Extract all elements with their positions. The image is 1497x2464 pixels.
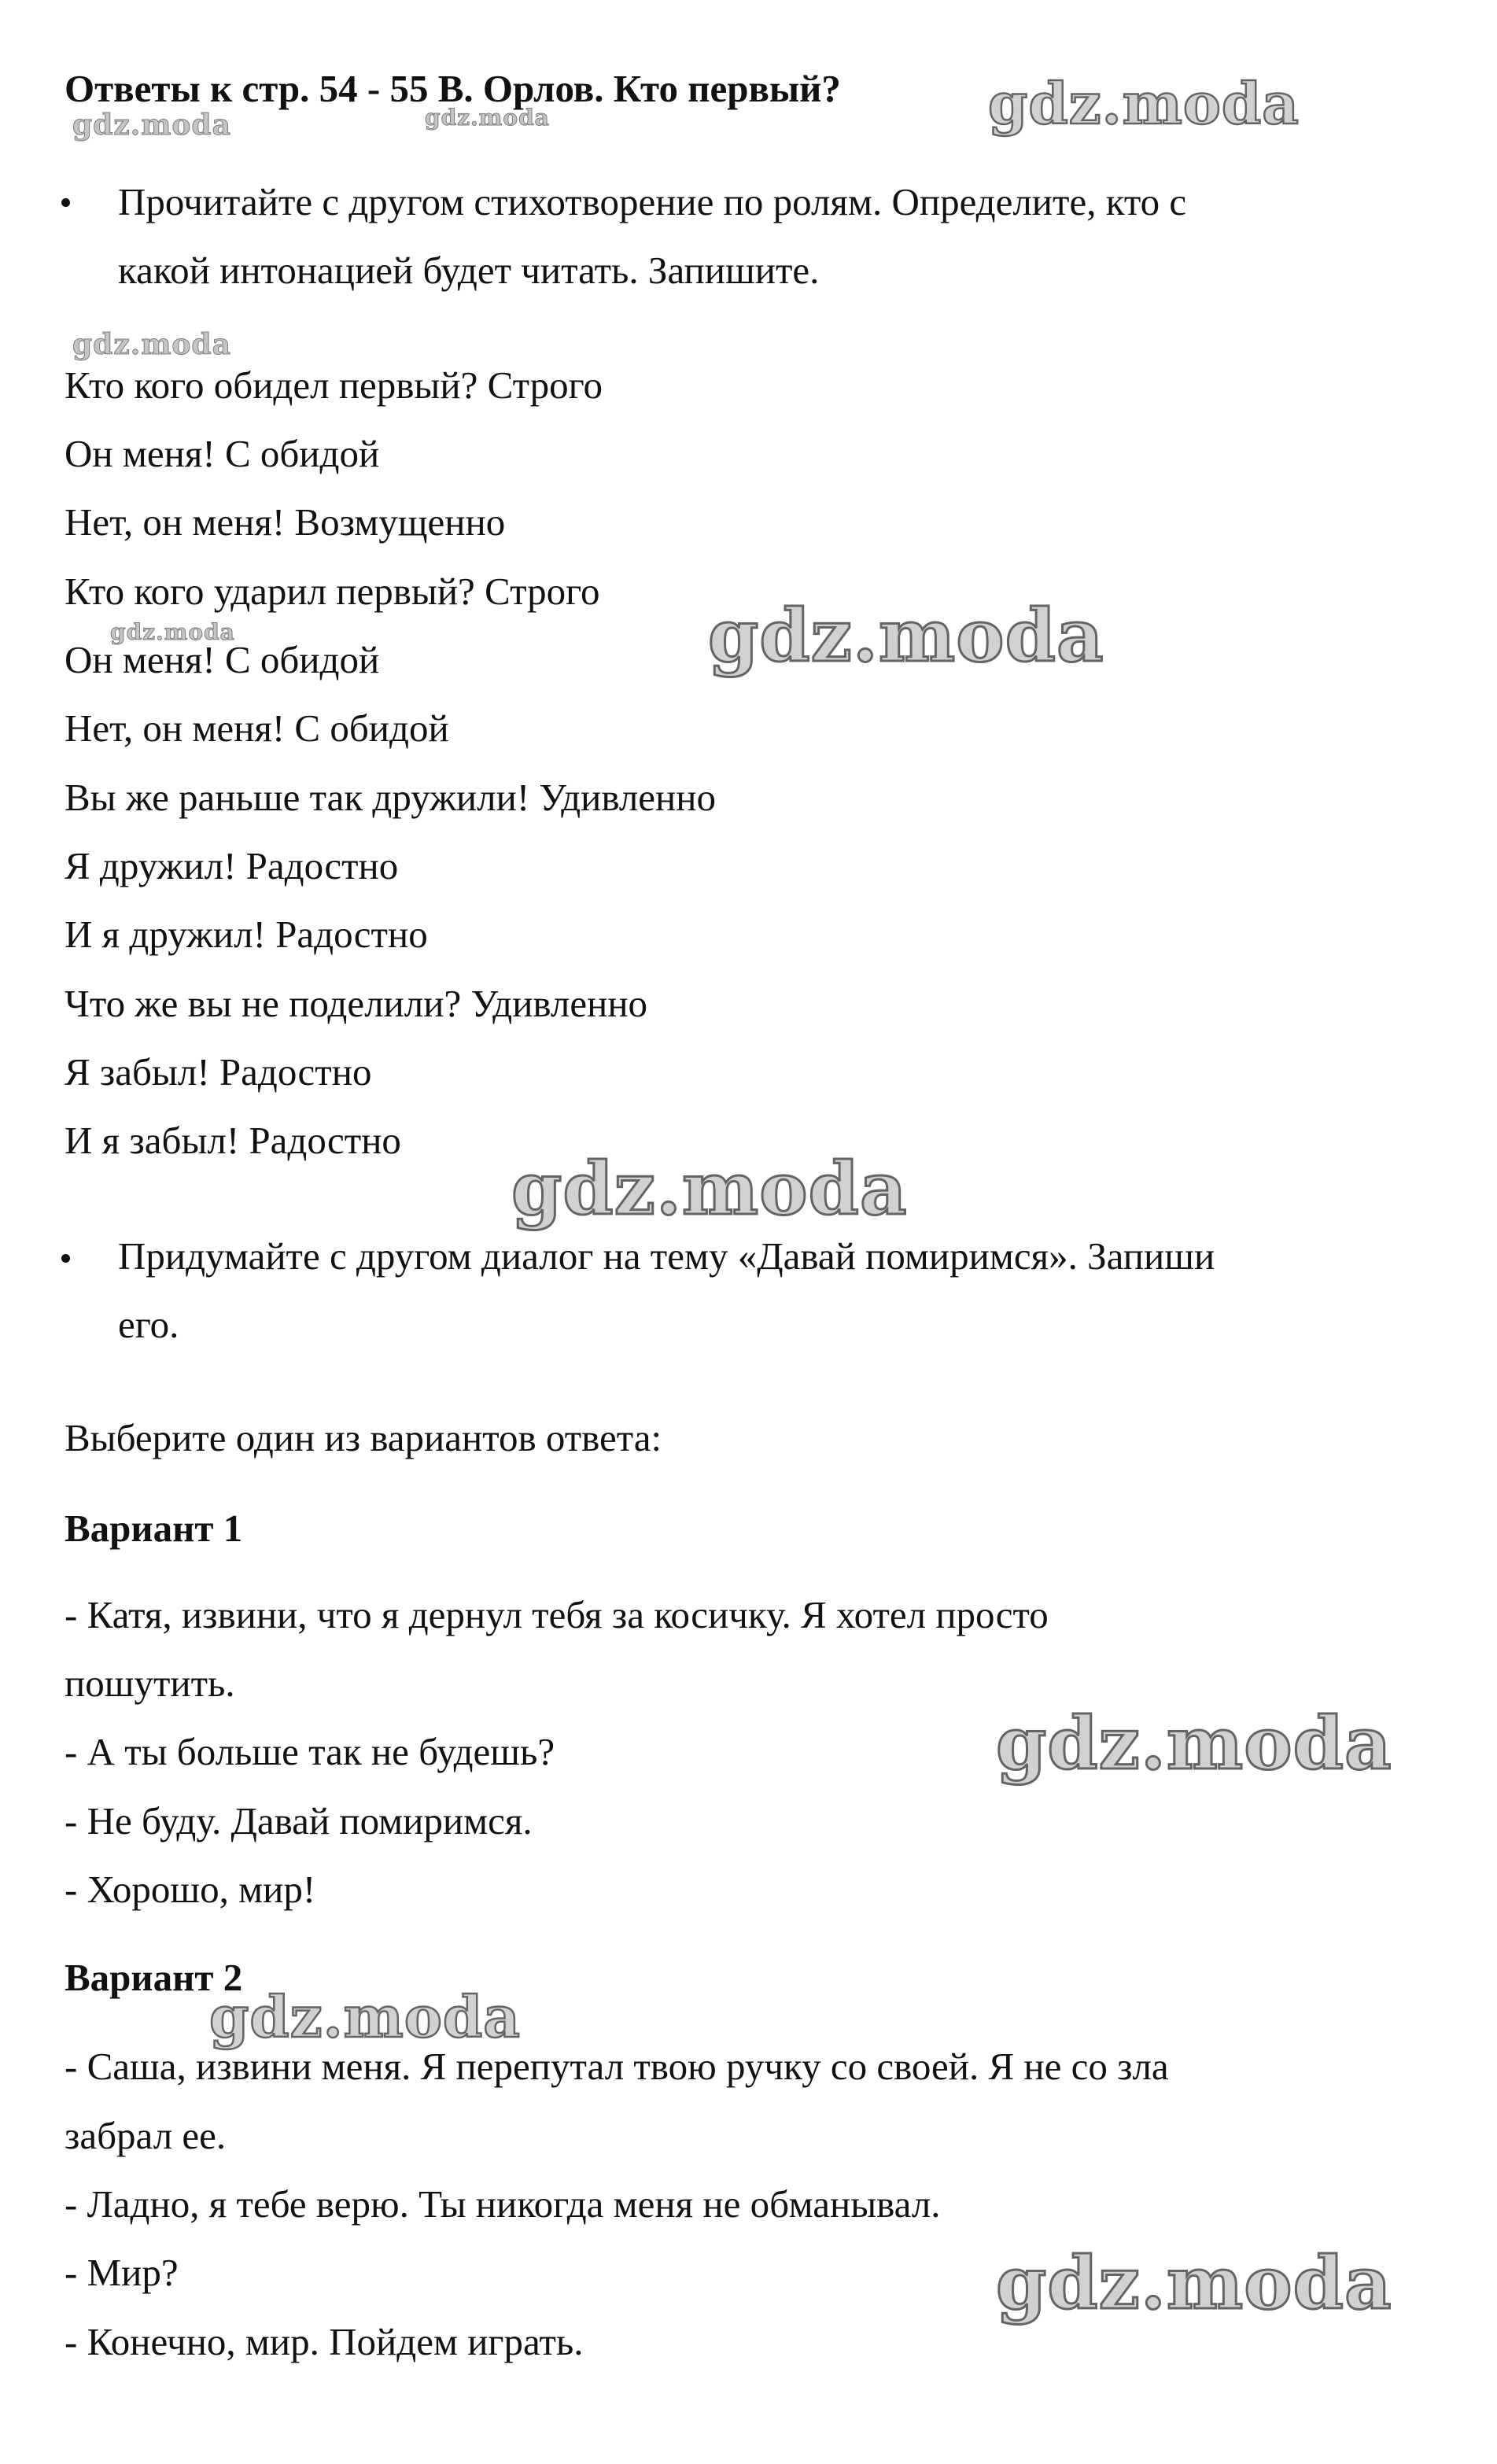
variant2-line: - Мир? — [65, 2251, 179, 2294]
page-title: Ответы к стр. 54 - 55 В. Орлов. Кто первый? — [65, 67, 841, 110]
variant1-line: - Катя, извини, что я дернул тебя за косичку. Я хотел просто — [65, 1593, 1049, 1636]
task1-line2: какой интонацией будет читать. Запишите. — [118, 249, 820, 292]
poem-line: Что же вы не поделили? Удивленно — [65, 982, 648, 1025]
task1-line1: Прочитайте с другом стихотворение по ролям. Определите, кто с — [118, 180, 1187, 223]
watermark-logo: gdz.moda — [209, 1983, 521, 2050]
variant2-heading: Вариант 2 — [65, 1956, 243, 1999]
variant1-line: - А ты больше так не будешь? — [65, 1730, 555, 1773]
poem-line: Кто кого ударил первый? Строго — [65, 570, 600, 613]
watermark-logo: gdz.moda — [110, 619, 235, 645]
variant1-line: - Не буду. Давай помиримся. — [65, 1799, 533, 1842]
poem-line: Я дружил! Радостно — [65, 844, 399, 887]
poem-line: Вы же раньше так дружили! Удивленно — [65, 776, 716, 819]
variant2-line: - Саша, извини меня. Я перепутал твою ручку со своей. Я не со зла — [65, 2045, 1169, 2088]
poem-line: Он меня! С обидой — [65, 432, 380, 475]
variant1-line: пошутить. — [65, 1662, 235, 1705]
poem-line: И я дружил! Радостно — [65, 913, 428, 956]
variant2-line: - Ладно, я тебе верю. Ты никогда меня не обманывал. — [65, 2182, 941, 2226]
poem-line: Нет, он меня! С обидой — [65, 706, 449, 750]
watermark-logo: gdz.moda — [996, 2241, 1392, 2326]
poem-line: Я забыл! Радостно — [65, 1050, 372, 1094]
variant1-heading: Вариант 1 — [65, 1507, 243, 1550]
choose-text: Выберите один из вариантов ответа: — [65, 1416, 662, 1459]
task2-line2: его. — [118, 1303, 179, 1346]
watermark-logo: gdz.moda — [708, 593, 1104, 678]
watermark-logo: gdz.moda — [72, 109, 231, 142]
variant1-line: - Хорошо, мир! — [65, 1868, 316, 1911]
poem-line: И я забыл! Радостно — [65, 1119, 401, 1162]
task2-line1: Придумайте с другом диалог на тему «Давай помиримся». Запиши — [118, 1234, 1215, 1278]
variant2-line: забрал ее. — [65, 2114, 227, 2157]
watermark-logo: gdz.moda — [511, 1146, 908, 1231]
bullet-task1 — [61, 198, 70, 207]
poem-line: Кто кого обидел первый? Строго — [65, 363, 603, 407]
watermark-logo: gdz.moda — [996, 1701, 1392, 1786]
poem-line: Он меня! С обидой — [65, 638, 380, 681]
variant2-line: - Конечно, мир. Пойдем играть. — [65, 2320, 584, 2363]
watermark-logo: gdz.moda — [72, 328, 231, 361]
watermark-logo: gdz.moda — [425, 105, 550, 131]
bullet-task2 — [61, 1254, 70, 1263]
poem-line: Нет, он меня! Возмущенно — [65, 500, 506, 544]
watermark-logo: gdz.moda — [988, 70, 1300, 137]
